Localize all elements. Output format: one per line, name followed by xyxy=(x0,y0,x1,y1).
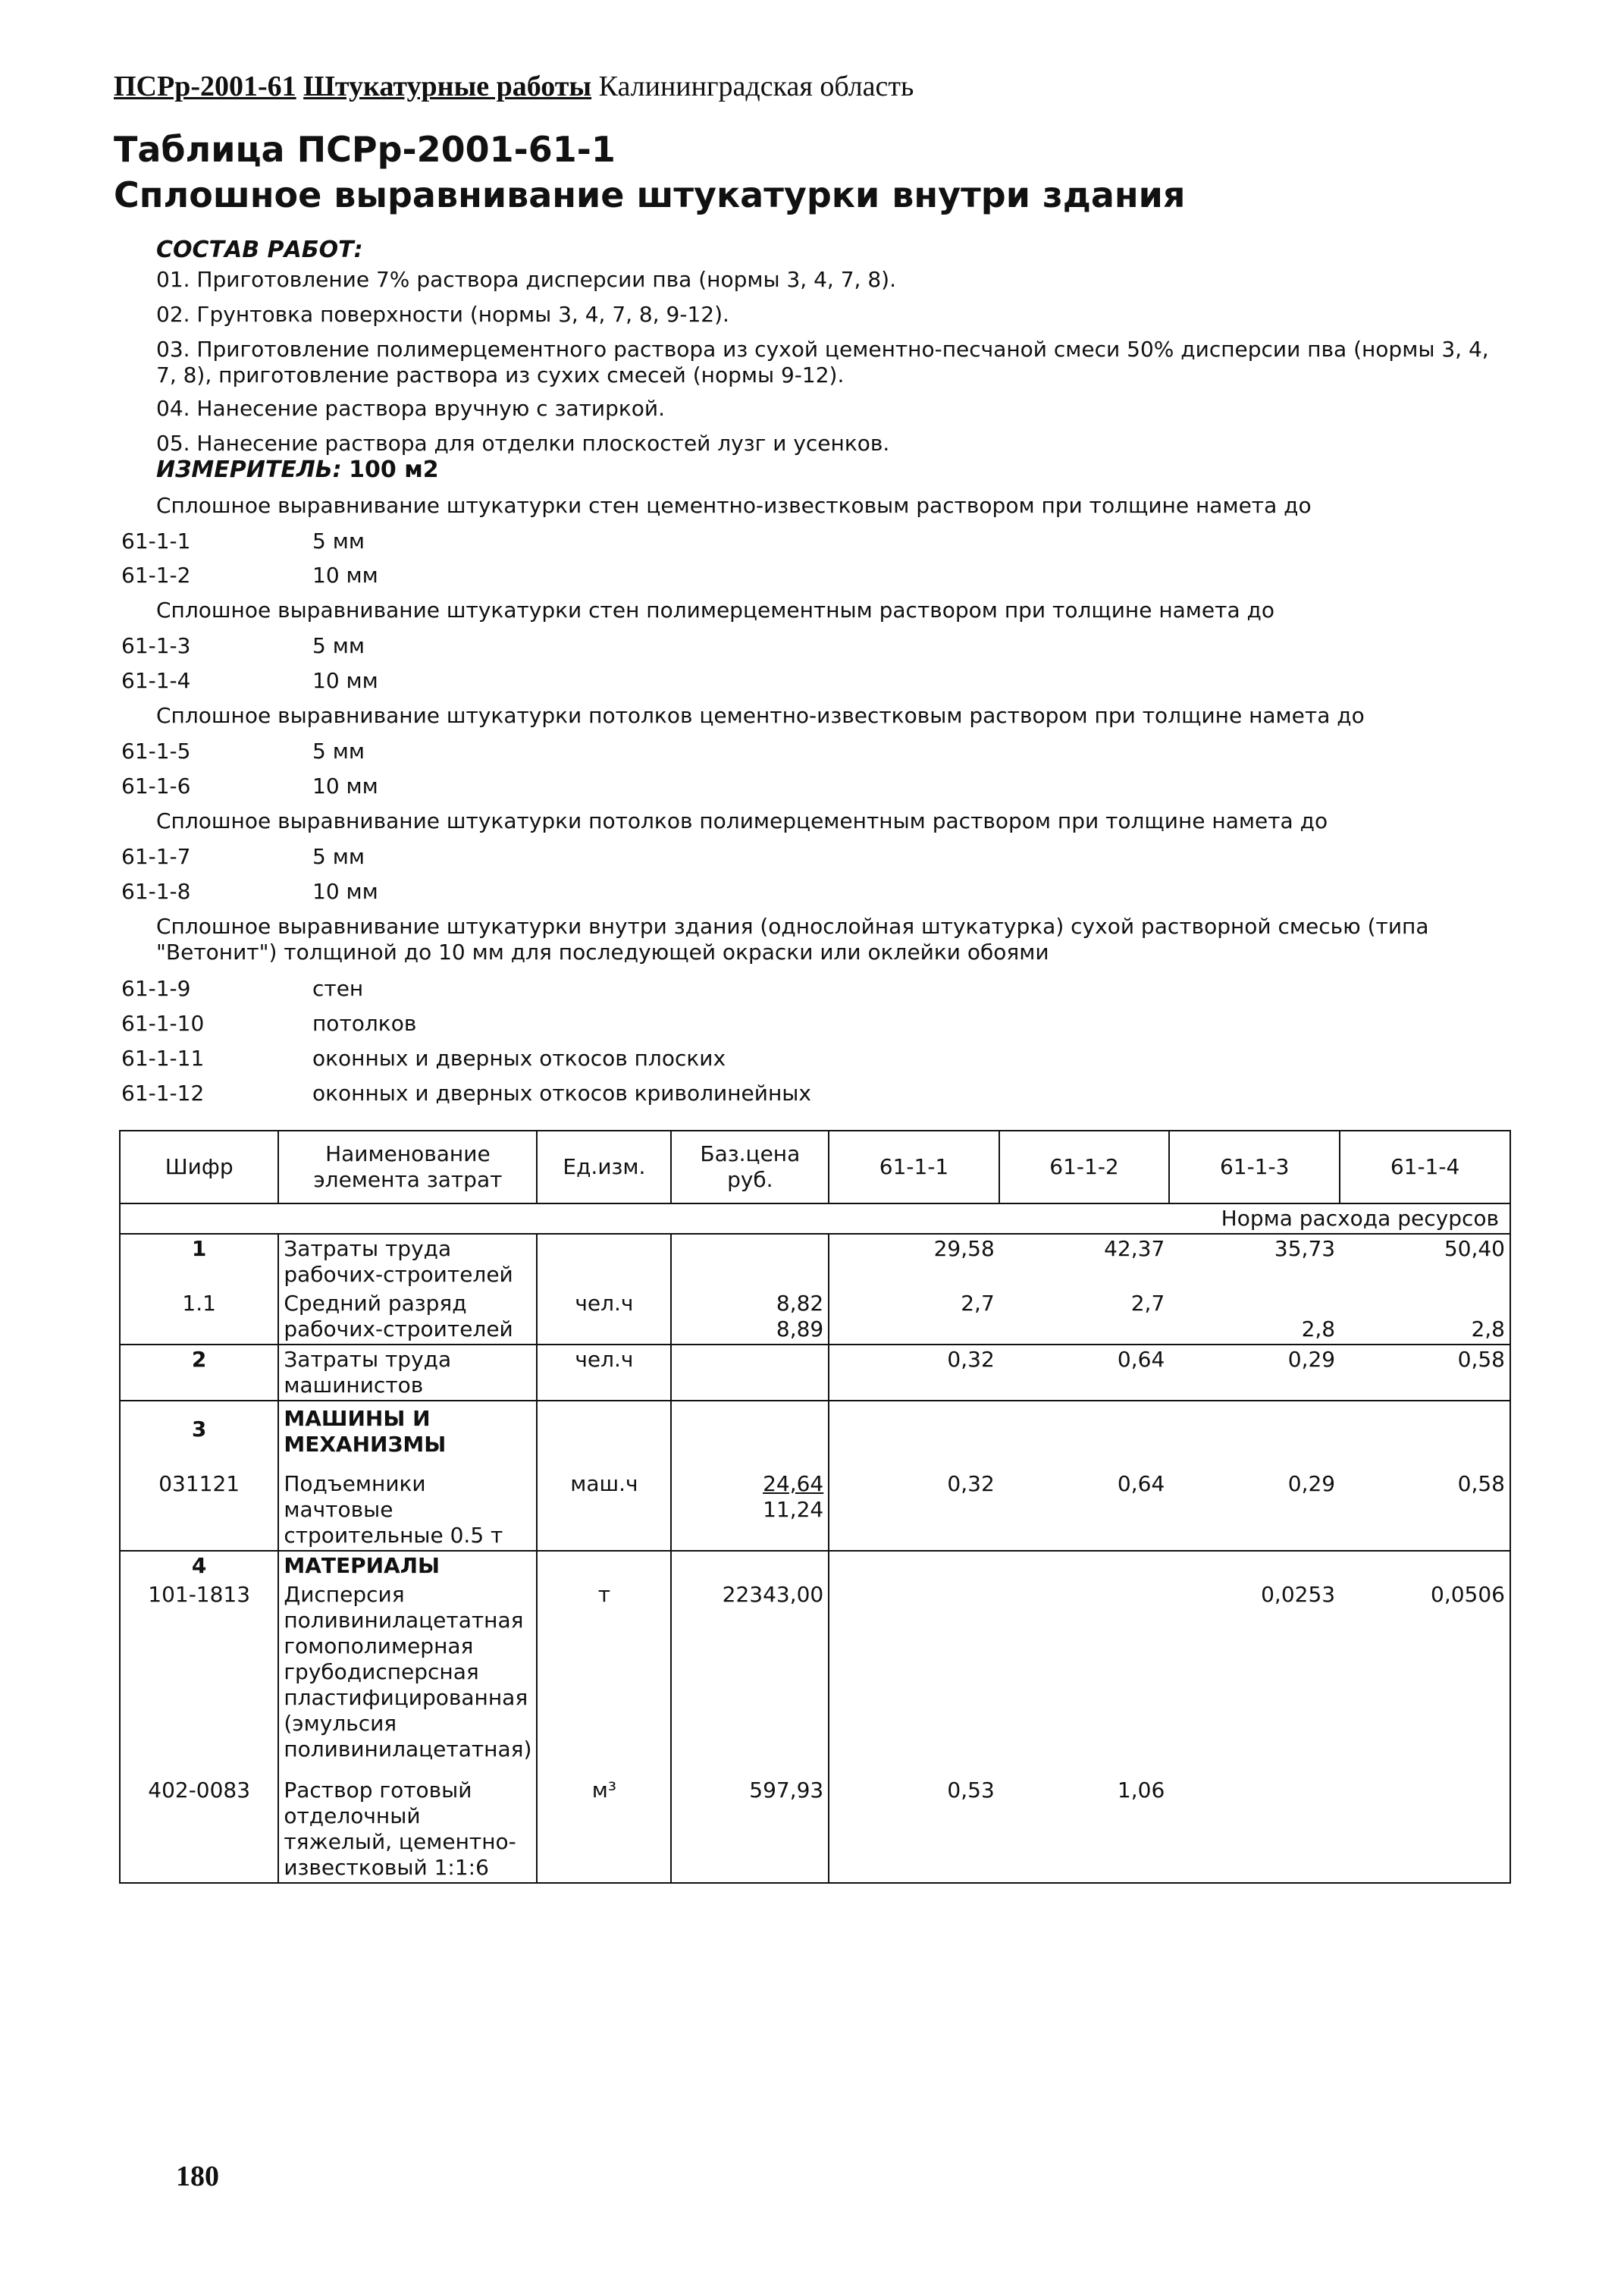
item-value: стен xyxy=(312,976,364,1001)
item-code: 61-1-9 xyxy=(121,976,191,1001)
page-number: 180 xyxy=(176,2160,219,2192)
table-row xyxy=(120,1345,1510,1401)
price-value: 11,24 xyxy=(763,1497,824,1522)
header-col-61-1-3: 61-1-3 xyxy=(1169,1131,1340,1203)
item-value: 5 мм xyxy=(312,844,365,869)
cell-unit: м³ xyxy=(537,1764,671,1883)
cell-name: МАШИНЫ И МЕХАНИЗМЫ xyxy=(278,1401,537,1459)
item-value: 10 мм xyxy=(312,774,378,799)
cell-unit: чел.ч xyxy=(537,1345,671,1401)
cell-value: 0,58 xyxy=(1340,1345,1510,1401)
cell-value: 0,64 xyxy=(1117,1471,1165,1496)
cell-price: 22343,00 xyxy=(671,1580,829,1764)
item-code: 61-1-2 xyxy=(121,563,191,588)
cell-price xyxy=(671,1459,829,1551)
cell-name: Раствор готовый отделочный тяжелый, цементно-известковый 1:1:6 xyxy=(278,1764,537,1883)
cell-value: 0,53 xyxy=(829,1764,999,1883)
cell-value: 1,06 xyxy=(999,1764,1170,1883)
cell-name: Дисперсия поливинилацетатная гомополимерная грубодисперсная пластифицированная (эмульсия поливинилацетатная) xyxy=(278,1580,537,1764)
group-title: Сплошное выравнивание штукатурки внутри здания (однослойная штукатурка) сухой растворной смесью (типа "Ветонит") толщиной до 10 мм для последующей окраски или оклейки обоями xyxy=(156,914,1429,965)
cell-value: 0,58 xyxy=(1340,1459,1510,1551)
header-price-col: Баз.цена руб. xyxy=(671,1131,829,1203)
cell-code: 4 xyxy=(120,1551,278,1580)
cell-value: 2,7 xyxy=(961,1291,995,1316)
header-section: Штукатурные работы xyxy=(303,71,592,102)
header-col-61-1-2: 61-1-2 xyxy=(999,1131,1170,1203)
work-item: 01. Приготовление 7% раствора дисперсии пва (нормы 3, 4, 7, 8). xyxy=(156,267,896,292)
table-section-row xyxy=(120,1551,1510,1580)
group-title: Сплошное выравнивание штукатурки стен цементно-известковым раствором при толщине намета до xyxy=(156,493,1312,518)
measure-value: 100 м2 xyxy=(349,457,439,483)
cell-value: 2,8 xyxy=(1301,1316,1336,1341)
cell-name: МАТЕРИАЛЫ xyxy=(278,1551,537,1580)
table-row xyxy=(120,1580,1510,1764)
cell-code: 1.1 xyxy=(120,1289,278,1345)
cell-unit xyxy=(537,1234,671,1289)
table-header-row xyxy=(120,1131,1510,1203)
cell-code: 1 xyxy=(120,1234,278,1289)
header-name-col: Наименование элемента затрат xyxy=(278,1131,537,1203)
cell-value: 0,32 xyxy=(947,1471,995,1496)
cell-value: 29,58 xyxy=(829,1234,999,1289)
item-code: 61-1-8 xyxy=(121,879,191,904)
item-code: 61-1-1 xyxy=(121,529,191,554)
work-item: 02. Грунтовка поверхности (нормы 3, 4, 7, 8, 9-12). xyxy=(156,302,729,327)
item-value: 10 мм xyxy=(312,563,378,588)
work-item: 05. Нанесение раствора для отделки плоскостей лузг и усенков. xyxy=(156,431,890,456)
cell-name: Затраты труда машинистов xyxy=(278,1345,537,1401)
header-region: Калининградская область xyxy=(598,71,914,102)
header-code-col: Шифр xyxy=(120,1131,278,1203)
cell-code: 031121 xyxy=(120,1459,278,1551)
cell-price: 597,93 xyxy=(671,1764,829,1883)
cell-value xyxy=(999,1580,1170,1764)
cell-unit: чел.ч xyxy=(537,1289,671,1345)
table-row xyxy=(120,1234,1510,1289)
cell-price xyxy=(671,1289,829,1345)
cell-value: 0,29 xyxy=(1169,1345,1340,1401)
item-value: оконных и дверных откосов плоских xyxy=(312,1046,726,1071)
work-item: 03. Приготовление полимерцементного раствора из сухой цементно-песчаной смеси 50% дисперсии пва (нормы 3, 4, 7, 8), приготовление раствора из сухих смесей (нормы 9-12). xyxy=(156,337,1489,388)
cell-value: 0,0253 xyxy=(1261,1582,1336,1607)
cell-name: Затраты труда рабочих-строителей xyxy=(278,1234,537,1289)
cell-value xyxy=(1340,1764,1510,1883)
item-code: 61-1-7 xyxy=(121,844,191,869)
cell-value: 50,40 xyxy=(1340,1234,1510,1289)
item-value: потолков xyxy=(312,1011,417,1036)
norm-caption-row xyxy=(120,1203,1510,1234)
item-code: 61-1-10 xyxy=(121,1011,205,1036)
table-row xyxy=(120,1459,1510,1551)
price-value: 8,89 xyxy=(776,1316,824,1341)
table-row xyxy=(120,1764,1510,1883)
work-item: 04. Нанесение раствора вручную с затиркой. xyxy=(156,396,666,421)
cell-value: 42,37 xyxy=(999,1234,1170,1289)
item-code: 61-1-4 xyxy=(121,668,191,693)
item-code: 61-1-12 xyxy=(121,1081,205,1106)
header-unit-col: Ед.изм. xyxy=(537,1131,671,1203)
cell-value: 0,29 xyxy=(1287,1471,1336,1496)
group-title: Сплошное выравнивание штукатурки стен полимерцементным раствором при толщине намета до xyxy=(156,598,1275,623)
cell-value: 0,0506 xyxy=(1340,1580,1510,1764)
cell-price xyxy=(671,1234,829,1289)
resource-table xyxy=(119,1130,1511,1884)
cell-value: 35,73 xyxy=(1169,1234,1340,1289)
group-title: Сплошное выравнивание штукатурки потолков полимерцементным раствором при толщине намета до xyxy=(156,808,1328,833)
price-value: 8,82 xyxy=(776,1291,824,1316)
cell-code: 3 xyxy=(120,1401,278,1459)
item-value: 5 мм xyxy=(312,633,365,658)
header-code: ПСРр-2001-61 xyxy=(114,71,296,102)
table-subtitle: Сплошное выравнивание штукатурки внутри здания xyxy=(114,174,1186,215)
header-col-61-1-1: 61-1-1 xyxy=(829,1131,999,1203)
item-code: 61-1-6 xyxy=(121,774,191,799)
group-title: Сплошное выравнивание штукатурки потолков цементно-известковым раствором при толщине намета до xyxy=(156,703,1365,728)
cell-unit: т xyxy=(537,1580,671,1764)
cell-value: 2,7 xyxy=(1130,1291,1165,1316)
cell-value: 2,8 xyxy=(1340,1289,1510,1345)
table-section-row xyxy=(120,1401,1510,1459)
cell-name: Средний разряд рабочих-строителей xyxy=(278,1289,537,1345)
cell-unit: маш.ч xyxy=(537,1459,671,1551)
measure-line xyxy=(156,457,439,483)
cell-code: 2 xyxy=(120,1345,278,1401)
item-code: 61-1-11 xyxy=(121,1046,205,1071)
running-header xyxy=(114,70,914,103)
measure-label: ИЗМЕРИТЕЛЬ: xyxy=(156,457,342,483)
item-value: 10 мм xyxy=(312,879,378,904)
table-row xyxy=(120,1289,1510,1345)
cell-name: Подъемники мачтовые строительные 0.5 т xyxy=(278,1459,537,1551)
cell-value: 0,64 xyxy=(999,1345,1170,1401)
item-code: 61-1-3 xyxy=(121,633,191,658)
header-col-61-1-4: 61-1-4 xyxy=(1340,1131,1510,1203)
item-value: оконных и дверных откосов криволинейных xyxy=(312,1081,811,1106)
cell-value xyxy=(1169,1764,1340,1883)
item-value: 5 мм xyxy=(312,529,365,554)
price-value: 24,64 xyxy=(763,1471,824,1496)
item-value: 10 мм xyxy=(312,668,378,693)
cell-price xyxy=(671,1345,829,1401)
item-value: 5 мм xyxy=(312,739,365,764)
cell-code: 402-0083 xyxy=(120,1764,278,1883)
item-code: 61-1-5 xyxy=(121,739,191,764)
composition-label: СОСТАВ РАБОТ: xyxy=(156,237,363,263)
table-title: Таблица ПСРр-2001-61-1 xyxy=(114,129,616,170)
cell-value xyxy=(829,1580,999,1764)
norm-caption: Норма расхода ресурсов xyxy=(999,1203,1510,1234)
cell-value: 0,32 xyxy=(829,1345,999,1401)
cell-code: 101-1813 xyxy=(120,1580,278,1764)
